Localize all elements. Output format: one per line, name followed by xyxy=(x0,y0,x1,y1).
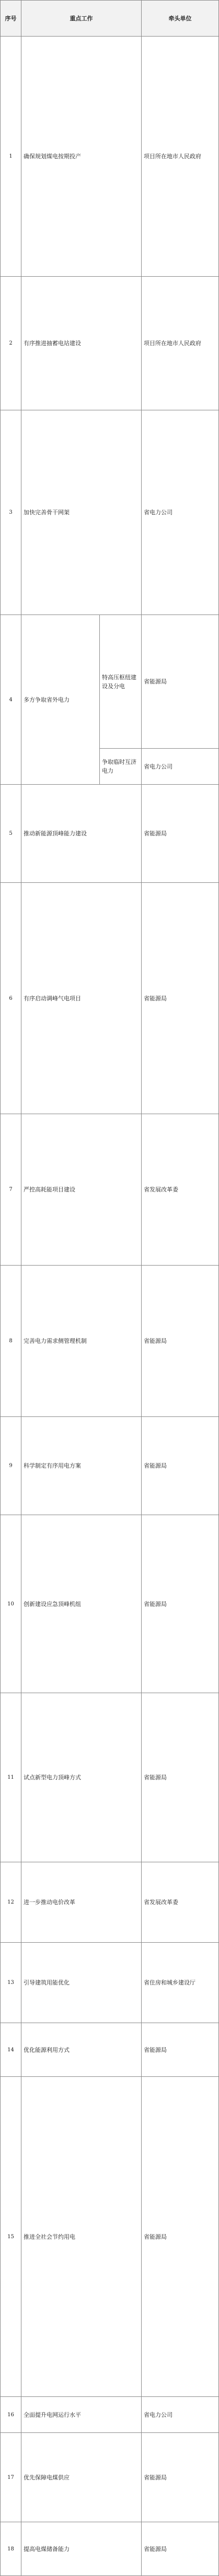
row-seq: 11 xyxy=(1,1693,21,1862)
row-lead: 省能源局 xyxy=(142,1266,219,1417)
row-seq: 2 xyxy=(1,277,21,410)
row-lead: 省能源局 xyxy=(142,1515,219,1693)
table-row xyxy=(1,2397,219,2433)
table-row xyxy=(1,2023,219,2077)
row-task: 科学制定有序用电方案 xyxy=(21,1417,142,1515)
row-subtask: 争取临时互济电力 xyxy=(100,749,142,785)
header-lead: 牵头单位 xyxy=(142,1,219,37)
row-lead: 省发展改革委 xyxy=(142,1114,219,1266)
row-task: 试点新型电力顶峰方式 xyxy=(21,1693,142,1862)
row-task: 全面提升电网运行水平 xyxy=(21,2397,142,2433)
row-seq: 17 xyxy=(1,2433,21,2522)
table-row xyxy=(1,1266,219,1417)
table-row xyxy=(1,2522,219,2576)
row-task: 加快完善骨干网架 xyxy=(21,410,142,615)
row-task: 创新建设应急顶峰机组 xyxy=(21,1515,142,1693)
row-seq: 15 xyxy=(1,2077,21,2397)
row-lead: 省能源局 xyxy=(142,1693,219,1862)
row-task: 引导建筑用能优化 xyxy=(21,1943,142,2023)
row-task: 有序启动调峰气电项目 xyxy=(21,883,142,1114)
row-seq: 1 xyxy=(1,37,21,277)
header-task: 重点工作 xyxy=(21,1,142,37)
table-row xyxy=(1,1515,219,1693)
row-seq: 16 xyxy=(1,2397,21,2433)
row-task: 完善电力需求侧管理机制 xyxy=(21,1266,142,1417)
row-seq: 4 xyxy=(1,615,21,785)
row-lead: 省住房和城乡建设厅 xyxy=(142,1943,219,2023)
row-lead: 省能源局 xyxy=(142,2433,219,2522)
row-seq: 14 xyxy=(1,2023,21,2077)
table-row xyxy=(1,2433,219,2522)
row-lead: 省能源局 xyxy=(142,1417,219,1515)
row-subtask: 特高压枢纽建设及分电 xyxy=(100,615,142,749)
row-seq: 5 xyxy=(1,785,21,883)
row-seq: 10 xyxy=(1,1515,21,1693)
row-lead: 项目所在地市人民政府 xyxy=(142,277,219,410)
row-task: 进一步推动电价改革 xyxy=(21,1862,142,1943)
row-task: 严控高耗能项目建设 xyxy=(21,1114,142,1266)
row-task: 确保规划煤电按期投产 xyxy=(21,37,142,277)
table-row xyxy=(1,1693,219,1862)
row-seq: 12 xyxy=(1,1862,21,1943)
row-task: 优先保障电煤供应 xyxy=(21,2433,142,2522)
row-lead: 省电力公司 xyxy=(142,749,219,785)
table-header-row xyxy=(1,1,219,37)
row-lead: 省电力公司 xyxy=(142,410,219,615)
row-seq: 9 xyxy=(1,1417,21,1515)
row-task: 优化能源利用方式 xyxy=(21,2023,142,2077)
table-row xyxy=(1,1943,219,2023)
row-seq: 18 xyxy=(1,2522,21,2576)
table-row xyxy=(1,615,219,749)
table-row xyxy=(1,410,219,615)
table-row xyxy=(1,277,219,410)
row-seq: 7 xyxy=(1,1114,21,1266)
row-lead: 省能源局 xyxy=(142,2023,219,2077)
row-lead: 省能源局 xyxy=(142,785,219,883)
row-lead: 省发展改革委 xyxy=(142,1862,219,1943)
row-lead: 省能源局 xyxy=(142,2522,219,2576)
table-row xyxy=(1,1114,219,1266)
table-row xyxy=(1,1417,219,1515)
table-row xyxy=(1,785,219,883)
row-lead: 省能源局 xyxy=(142,2077,219,2397)
table-row xyxy=(1,1862,219,1943)
row-task: 多方争取省外电力 xyxy=(21,615,100,785)
row-lead: 省能源局 xyxy=(142,883,219,1114)
header-seq: 序号 xyxy=(1,1,21,37)
row-task: 提高电煤储备能力 xyxy=(21,2522,142,2576)
row-lead: 省能源局 xyxy=(142,615,219,749)
row-task: 推进全社会节约用电 xyxy=(21,2077,142,2397)
row-seq: 3 xyxy=(1,410,21,615)
row-seq: 6 xyxy=(1,883,21,1114)
table-row xyxy=(1,2077,219,2397)
table-row xyxy=(1,883,219,1114)
row-task: 有序推进抽蓄电站建设 xyxy=(21,277,142,410)
row-seq: 8 xyxy=(1,1266,21,1417)
row-lead: 项目所在地市人民政府 xyxy=(142,37,219,277)
row-task: 推动新能源顶峰能力建设 xyxy=(21,785,142,883)
table-row xyxy=(1,37,219,277)
row-seq: 13 xyxy=(1,1943,21,2023)
row-lead: 省电力公司 xyxy=(142,2397,219,2433)
